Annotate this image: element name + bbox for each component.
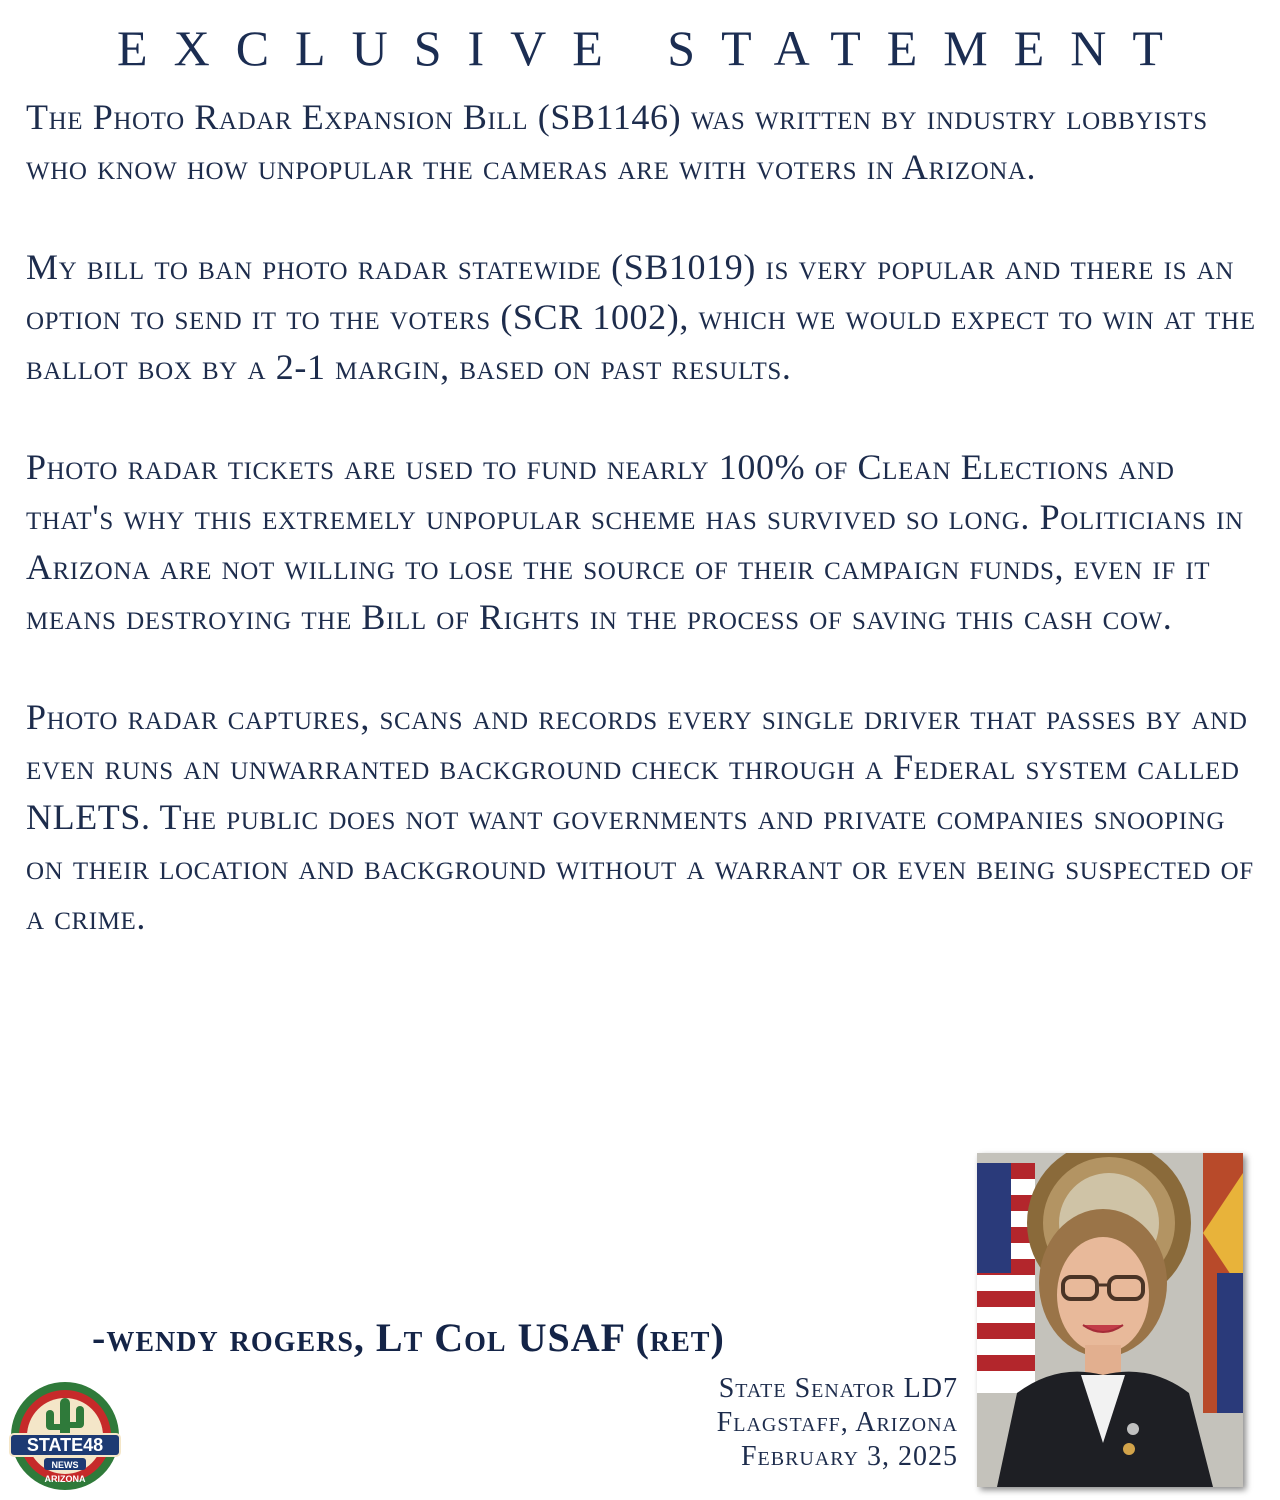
signature-title: State Senator LD7: [718, 1373, 958, 1404]
statement-paragraph-2: My bill to ban photo radar statewide (SB1019) is very popular and there is an option to send it to the voters (SCR 1002), which we would expect to win at the ballot box by a 2-1 margin, based on past results.: [26, 247, 1256, 387]
signature-location: Flagstaff, Arizona: [716, 1407, 958, 1438]
us-flag-icon: [977, 1163, 1035, 1393]
signature-details: [717, 1372, 958, 1474]
statement-body: [26, 92, 1256, 942]
statement-paragraph-4: Photo radar captures, scans and records every single driver that passes by and even runs an unwarranted background check through a Federal system called NLETS. The public does not want governments and private companies snooping on their location and background without a warrant or even being suspected of a crime.: [26, 697, 1254, 937]
state48-news-logo: [6, 1380, 124, 1492]
statement-heading: EXCLUSIVE STATEMENT: [117, 20, 1189, 76]
signature-name: -wendy rogers, Lt Col USAF (ret): [92, 1315, 725, 1360]
logo-main-text: STATE48: [26, 1435, 104, 1455]
senator-portrait: [977, 1153, 1243, 1487]
statement-paragraph-3: Photo radar tickets are used to fund nearly 100% of Clean Elections and that's why this extremely unpopular scheme has survived so long. Politicians in Arizona are not willing to lose the source of their campaign funds, even if it means destroying the Bill of Rights in the process of saving this cash cow.: [26, 447, 1244, 637]
logo-bottom-text: ARIZONA: [44, 1474, 86, 1484]
arizona-flag-icon: [1203, 1153, 1243, 1413]
signature-date: February 3, 2025: [740, 1441, 958, 1472]
statement-paragraph-1: The Photo Radar Expansion Bill (SB1146) was written by industry lobbyists who know how unpopular the cameras are with voters in Arizona.: [26, 97, 1208, 187]
logo-sub-text: NEWS: [51, 1460, 79, 1470]
